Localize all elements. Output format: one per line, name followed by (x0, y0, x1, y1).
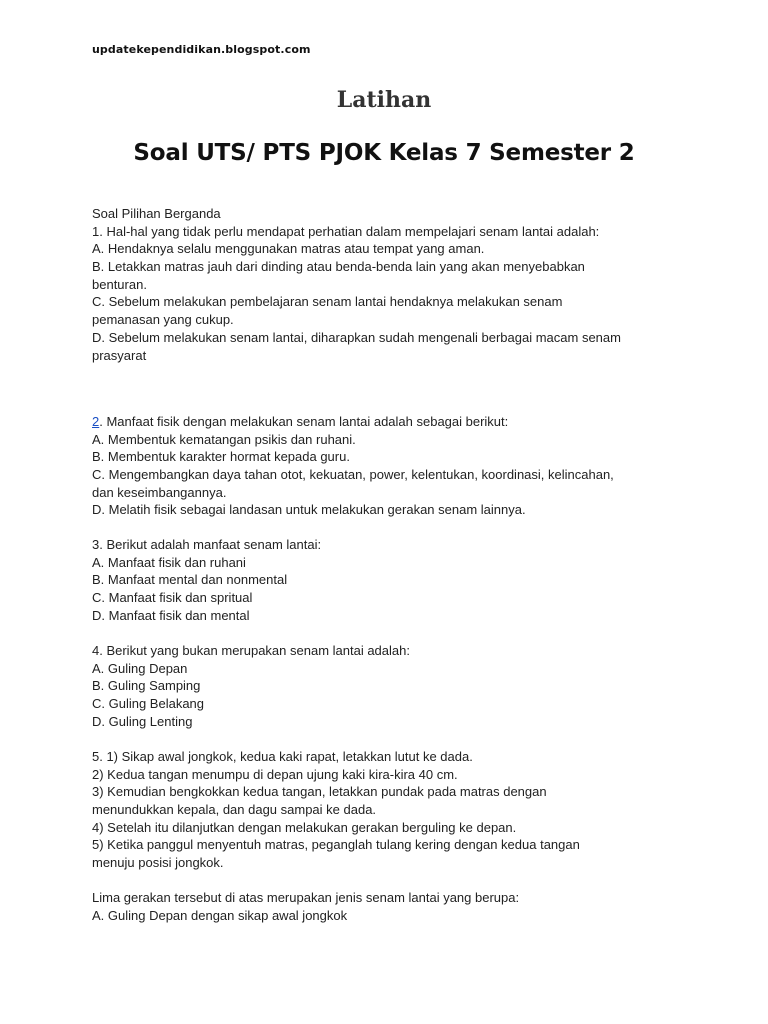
question-5-step-3: 3) Kemudian bengkokkan kedua tangan, letakkan pundak pada matras dengan (92, 784, 547, 800)
question-2-block (92, 413, 692, 519)
question-3-option-a: A. Manfaat fisik dan ruhani (92, 554, 246, 570)
question-4-option-b: B. Guling Samping (92, 678, 201, 694)
question-2-option-c: C. Mengembangkan daya tahan otot, kekuatan, power, kelentukan, koordinasi, kelincahan, (92, 467, 614, 483)
question-2-option-c-cont: dan keseimbangannya. (92, 484, 227, 500)
question-1-option-d-cont: prasyarat (92, 347, 147, 363)
question-1-option-b: B. Letakkan matras jauh dari dinding atau benda-benda lain yang akan menyebabkan (92, 259, 585, 275)
question-2-option-a: A. Membentuk kematangan psikis dan ruhani. (92, 431, 356, 447)
question-5-step-3-cont: menundukkan kepala, dan dagu sampai ke dada. (92, 802, 377, 818)
question-2-option-d: D. Melatih fisik sebagai landasan untuk melakukan gerakan senam lainnya. (92, 502, 526, 518)
question-5-step-1: 5. 1) Sikap awal jongkok, kedua kaki rapat, letakkan lutut ke dada. (92, 749, 473, 764)
question-1-option-d: D. Sebelum melakukan senam lantai, diharapkan sudah mengenali berbagai macam senam (92, 329, 621, 345)
question-5-option-a: A. Guling Depan dengan sikap awal jongkok (92, 907, 348, 923)
question-1-option-c: C. Sebelum melakukan pembelajaran senam lantai hendaknya melakukan senam (92, 294, 563, 310)
question-4-option-d: D. Guling Lenting (92, 713, 193, 729)
question-5-block (92, 748, 692, 872)
question-1-option-a: A. Hendaknya selalu menggunakan matras atau tempat yang aman. (92, 241, 485, 257)
question-3-text: 3. Berikut adalah manfaat senam lantai: (92, 537, 322, 552)
header-url: updatekependidikan.blogspot.com (92, 43, 311, 56)
question-2-text (92, 413, 692, 431)
question-3-option-d: D. Manfaat fisik dan mental (92, 607, 250, 623)
question-3-option-c: C. Manfaat fisik dan spritual (92, 590, 253, 606)
question-4-text: 4. Berikut yang bukan merupakan senam lantai adalah: (92, 643, 410, 658)
question-5-prompt-block (92, 889, 692, 924)
question-5-step-4: 4) Setelah itu dilanjutkan dengan melakukan gerakan berguling ke depan. (92, 819, 517, 835)
question-3-block (92, 536, 692, 624)
section-heading: Soal Pilihan Berganda (92, 206, 221, 221)
question-5-step-2: 2) Kedua tangan menumpu di depan ujung kaki kira-kira 40 cm. (92, 766, 458, 782)
question-5-text: Lima gerakan tersebut di atas merupakan jenis senam lantai yang berupa: (92, 890, 520, 905)
question-2-option-b: B. Membentuk karakter hormat kepada guru. (92, 449, 350, 465)
question-1-block (92, 205, 692, 364)
document-subtitle: Latihan (336, 87, 432, 113)
question-5-step-5-cont: menuju posisi jongkok. (92, 855, 224, 871)
question-2-number-link[interactable]: 2 (92, 414, 100, 429)
question-1-text: 1. Hal-hal yang tidak perlu mendapat perhatian dalam mempelajari senam lantai adalah: (92, 223, 600, 239)
question-4-option-a: A. Guling Depan (92, 660, 188, 676)
question-1-option-b-cont: benturan. (92, 276, 147, 292)
document-title: Soal UTS/ PTS PJOK Kelas 7 Semester 2 (133, 140, 635, 166)
question-3-option-b: B. Manfaat mental dan nonmental (92, 572, 288, 588)
question-4-option-c: C. Guling Belakang (92, 696, 205, 712)
question-2-text-rest: . Manfaat fisik dengan melakukan senam lantai adalah sebagai berikut: (99, 414, 509, 429)
question-1-option-c-cont: pemanasan yang cukup. (92, 312, 234, 328)
question-4-block (92, 642, 692, 730)
question-5-step-5: 5) Ketika panggul menyentuh matras, peganglah tulang kering dengan kedua tangan (92, 837, 580, 853)
